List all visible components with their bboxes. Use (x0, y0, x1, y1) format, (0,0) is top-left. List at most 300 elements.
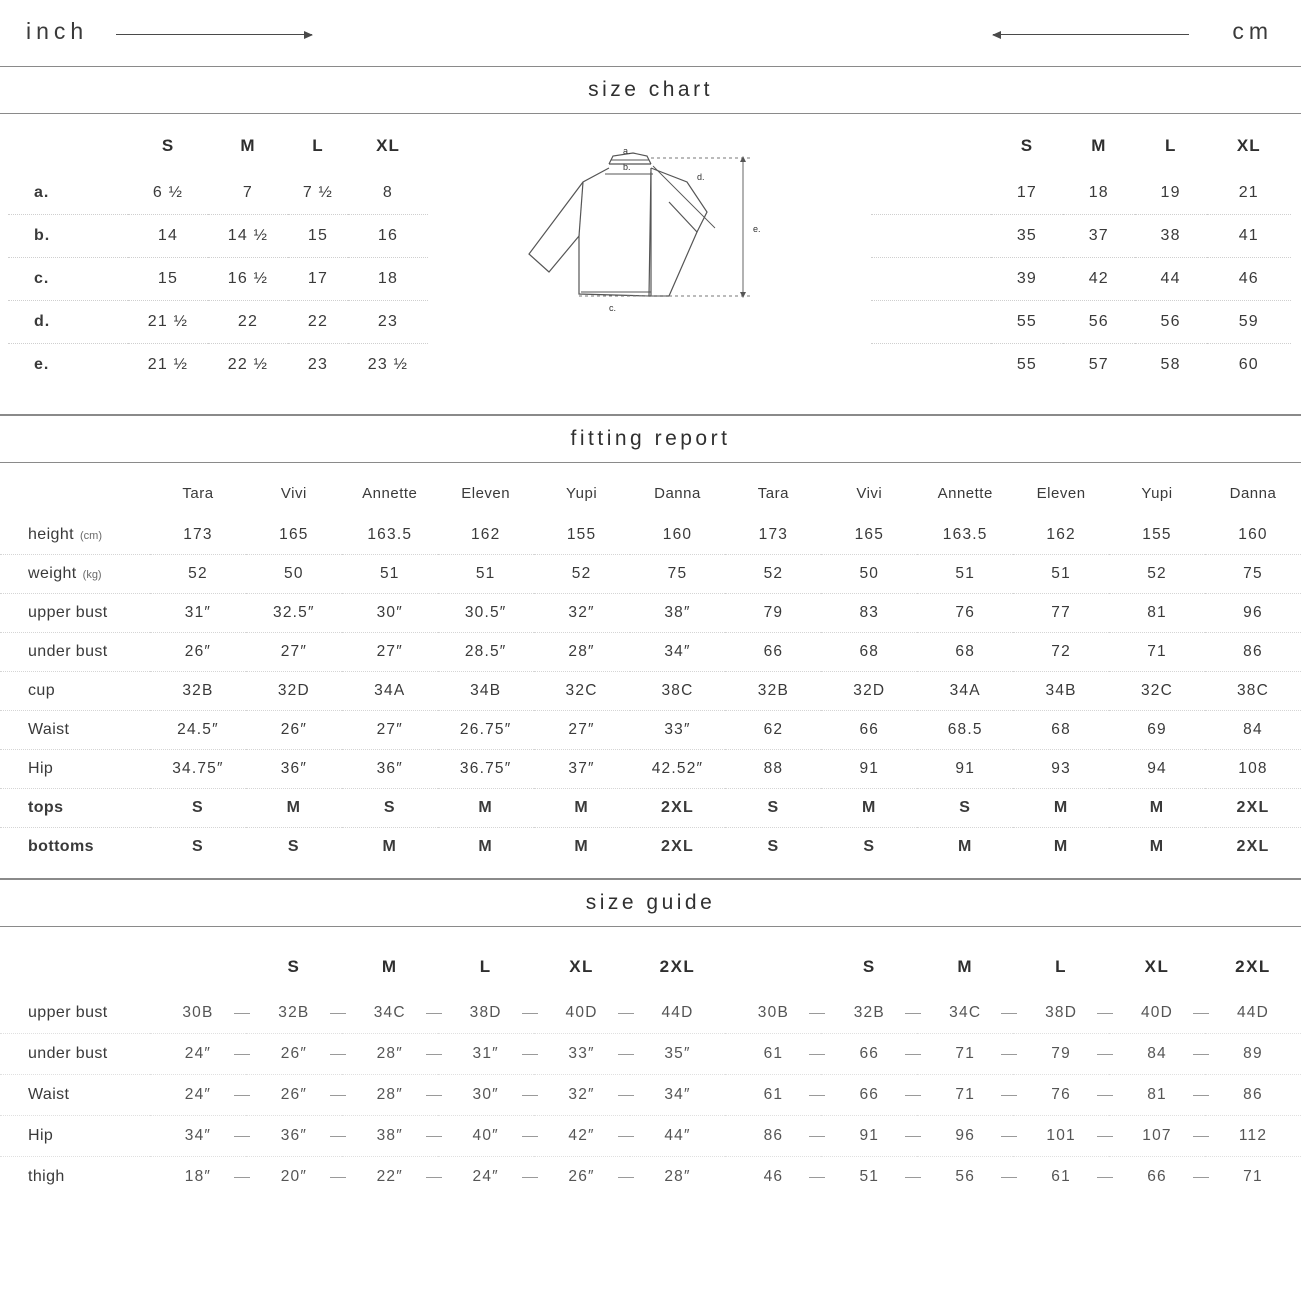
table-header-row (0, 927, 1301, 993)
cell: 86 (725, 1116, 821, 1157)
table-row (0, 1075, 1301, 1116)
diagram-label-b: b. (622, 162, 631, 172)
cell: 66 (725, 633, 821, 672)
cell: 36.75″ (438, 750, 534, 789)
cell: M (534, 789, 630, 828)
cell: 32D (821, 672, 917, 711)
cell: 81 (1109, 594, 1205, 633)
cell: 76 (917, 594, 1013, 633)
section-header-size-chart (0, 66, 1301, 114)
cell: 27″ (246, 633, 342, 672)
cell: 30″ (438, 1075, 534, 1116)
table-row (0, 594, 1301, 633)
row-label-text: Hip (28, 760, 54, 777)
cell: 21 ½ (128, 301, 208, 344)
cell: 34A (342, 672, 438, 711)
cell: 38D (438, 993, 534, 1034)
cell: 19 (1135, 172, 1207, 215)
cell: 27″ (342, 633, 438, 672)
cell: 71 (1109, 633, 1205, 672)
table-row (0, 828, 1301, 867)
size-chart-body (0, 114, 1301, 415)
cell: 165 (246, 516, 342, 555)
cell: S (863, 838, 876, 855)
table-row (8, 258, 428, 301)
corner-cell (8, 114, 128, 172)
table-row (8, 344, 428, 387)
table-header-row (0, 463, 1301, 516)
cell: 68 (917, 633, 1013, 672)
size-guide-table (0, 927, 1301, 1197)
cell: 18″ (150, 1157, 246, 1198)
unit-label-inch: inch (26, 18, 89, 44)
corner-cell (0, 463, 150, 516)
cell: 52 (534, 555, 630, 594)
cell: 31″ (438, 1034, 534, 1075)
cell: 22″ (342, 1157, 438, 1198)
cell: 55 (991, 301, 1063, 344)
cell: 16 ½ (208, 258, 288, 301)
row-label-d: d. (8, 301, 128, 344)
cell: 28″ (664, 1168, 691, 1185)
cell: 59 (1207, 301, 1291, 344)
cell: 34B (1013, 672, 1109, 711)
corner-cell (0, 927, 150, 993)
row-label-under-bust (0, 633, 150, 672)
cell: S (725, 789, 821, 828)
col-header-yupi-cm: Yupi (1141, 485, 1173, 502)
cell: 89 (1205, 1034, 1301, 1075)
cell: 66 (1109, 1157, 1205, 1198)
row-label-text: weight (28, 565, 77, 582)
cell: M (382, 838, 398, 855)
cell: 2XL (1236, 838, 1270, 855)
table-row (0, 516, 1301, 555)
cell: M (957, 838, 973, 855)
diagram-label-d: d. (696, 172, 705, 182)
cell: 14 ½ (208, 215, 288, 258)
guide-col-header-m-cm: M (957, 957, 974, 976)
fitting-report-table (0, 463, 1301, 866)
cell: 32D (246, 672, 342, 711)
cell: 155 (1109, 516, 1205, 555)
cell: 34″ (630, 1075, 726, 1116)
diagram-label-e: e. (752, 224, 761, 234)
row-label-waist (0, 711, 150, 750)
cell: S (917, 789, 1013, 828)
cell: 36″ (246, 1116, 342, 1157)
table-row (0, 672, 1301, 711)
cell: 60 (1238, 356, 1259, 373)
cell: 16 (348, 215, 428, 258)
col-header-l: L (1164, 136, 1177, 155)
cell: 38 (1135, 215, 1207, 258)
cell: 83 (821, 594, 917, 633)
col-header-m: M (1091, 136, 1107, 155)
cell: 91 (917, 750, 1013, 789)
cell: 93 (1013, 750, 1109, 789)
cell: 32C (534, 672, 630, 711)
cell: M (574, 838, 589, 855)
cell: 28″ (342, 1075, 438, 1116)
cell: 34B (438, 672, 534, 711)
garment-diagram (501, 136, 801, 376)
cell: 108 (1205, 750, 1301, 789)
row-label-text: Waist (28, 721, 70, 738)
col-header-m: M (240, 136, 256, 155)
cell: 7 ½ (288, 172, 348, 215)
cell: 163.5 (917, 516, 1013, 555)
cell: 96 (917, 1116, 1013, 1157)
cell: 44D (1205, 993, 1301, 1034)
cell: 26″ (246, 1075, 342, 1116)
cell: 30.5″ (438, 594, 534, 633)
cell: S (342, 789, 438, 828)
cell: 30B (150, 993, 246, 1034)
cell: 24″ (150, 1075, 246, 1116)
cell: 37 (1063, 215, 1135, 258)
cell: 112 (1205, 1116, 1301, 1157)
cell: 15 (128, 258, 208, 301)
cell: 28.5″ (438, 633, 534, 672)
cell: 26″ (150, 633, 246, 672)
row-label-text: upper bust (28, 604, 108, 621)
cell: 46 (1207, 258, 1291, 301)
row-label-e (871, 344, 991, 387)
row-label-cup (0, 672, 150, 711)
row-label-thigh: thigh (28, 1168, 65, 1185)
cell: 58 (1160, 356, 1181, 373)
col-header-annette-cm: Annette (937, 485, 993, 502)
cell: 38″ (630, 594, 726, 633)
cell: 22 ½ (227, 356, 269, 373)
cell: 2XL (661, 838, 694, 855)
cell: M (1053, 838, 1069, 855)
guide-col-header-l-cm: L (1055, 957, 1068, 976)
cell: 66 (821, 711, 917, 750)
cell: 57 (1088, 356, 1109, 373)
row-label-text: bottoms (28, 838, 94, 855)
cell: 52 (1109, 555, 1205, 594)
cell: 44D (630, 993, 726, 1034)
section-title-size-guide: size guide (585, 891, 716, 914)
col-header-tara-cm: Tara (757, 485, 789, 502)
cell: 41 (1207, 215, 1291, 258)
cell: 34″ (630, 633, 726, 672)
cell: 40D (1109, 993, 1205, 1034)
guide-col-header-xl-inch: XL (569, 957, 594, 976)
row-label-height (0, 516, 150, 555)
cell: 44″ (630, 1116, 726, 1157)
col-header-s: S (1020, 136, 1034, 155)
section-header-fitting-report (0, 415, 1301, 463)
row-label-unit: (cm) (80, 530, 102, 542)
cell: 68.5 (917, 711, 1013, 750)
row-label-a: a. (8, 172, 128, 215)
cell: 39 (991, 258, 1063, 301)
cell: 15 (288, 215, 348, 258)
cell: 62 (725, 711, 821, 750)
table-row (8, 301, 428, 344)
section-title-fitting-report: fitting report (570, 427, 731, 450)
cell: 24″ (438, 1157, 534, 1198)
unit-label-cm: cm (1232, 18, 1273, 44)
cell: M (438, 789, 534, 828)
cell: 56 (917, 1157, 1013, 1198)
cell: 68 (821, 633, 917, 672)
col-header-xl: XL (1236, 136, 1261, 155)
col-header-eleven-inch: Eleven (461, 485, 511, 502)
arrow-right-icon (116, 34, 312, 35)
size-chart-table-inch (8, 114, 428, 386)
cell: 23 (348, 301, 428, 344)
cell: 34C (342, 993, 438, 1034)
cell: 17 (288, 258, 348, 301)
cell: 75 (1205, 555, 1301, 594)
cell: 71 (917, 1075, 1013, 1116)
cell: 14 (128, 215, 208, 258)
cell: 38″ (342, 1116, 438, 1157)
guide-col-header-s-inch: S (287, 957, 301, 976)
guide-col-spacer (150, 927, 246, 993)
cell: 35 (991, 215, 1063, 258)
col-header-eleven-cm: Eleven (1036, 485, 1086, 502)
table-row (0, 993, 1301, 1034)
cell: 34C (917, 993, 1013, 1034)
row-label-hip (0, 750, 150, 789)
cell: 51 (1013, 555, 1109, 594)
cell: S (767, 838, 780, 855)
col-header-xl: XL (376, 136, 400, 155)
cell: 42.52″ (630, 750, 726, 789)
row-label-waist: Waist (0, 1075, 150, 1116)
cell: 163.5 (342, 516, 438, 555)
cell: 36″ (342, 750, 438, 789)
cell: 28″ (342, 1034, 438, 1075)
cell: 51 (821, 1157, 917, 1198)
row-label-c (871, 258, 991, 301)
cell: 81 (1109, 1075, 1205, 1116)
size-chart-table-cm (871, 114, 1291, 386)
guide-col-spacer-2 (725, 927, 821, 993)
guide-col-header-m-inch: M (381, 957, 398, 976)
cell: 32″ (534, 594, 630, 633)
cell: 17 (991, 172, 1063, 215)
table-row (8, 215, 428, 258)
cell: 34.75″ (150, 750, 246, 789)
corner-cell (871, 114, 991, 172)
cell: 26″ (246, 711, 342, 750)
table-header-row (871, 114, 1291, 172)
cell: 34″ (150, 1116, 246, 1157)
row-label-under-bust: under bust (0, 1034, 150, 1075)
cell: 56 (1063, 301, 1135, 344)
cell: 94 (1109, 750, 1205, 789)
cell: M (1013, 789, 1109, 828)
cell: 37″ (534, 750, 630, 789)
cell: 155 (534, 516, 630, 555)
row-label-b: b. (8, 215, 128, 258)
cell: 2XL (1205, 789, 1301, 828)
row-label-text: tops (28, 799, 64, 816)
cell: 76 (1013, 1075, 1109, 1116)
row-label-text: height (28, 526, 74, 543)
table-row (0, 555, 1301, 594)
col-header-danna-inch: Danna (654, 485, 701, 502)
cell: 84 (1205, 711, 1301, 750)
cell: 101 (1013, 1116, 1109, 1157)
cell: 32B (821, 993, 917, 1034)
cell: 21 (1207, 172, 1291, 215)
section-header-size-guide (0, 879, 1301, 927)
cell: 162 (1013, 516, 1109, 555)
table-row (871, 172, 1291, 215)
cell: 23 (307, 356, 329, 373)
cell: 32″ (534, 1075, 630, 1116)
cell: 36″ (246, 750, 342, 789)
cell: 28″ (534, 633, 630, 672)
cell: 22 (288, 301, 348, 344)
col-header-l: L (312, 136, 324, 155)
cell: 34A (917, 672, 1013, 711)
guide-col-header-s-cm: S (862, 957, 876, 976)
table-row (871, 344, 1291, 387)
cell: 66 (821, 1075, 917, 1116)
row-label-c: c. (8, 258, 128, 301)
guide-col-header-l-inch: L (479, 957, 492, 976)
table-header-row (8, 114, 428, 172)
arrow-left-icon (993, 34, 1189, 35)
cell: S (287, 838, 300, 855)
cell: 52 (150, 555, 246, 594)
col-header-annette-inch: Annette (362, 485, 418, 502)
cell: 51 (438, 555, 534, 594)
cell: 27″ (342, 711, 438, 750)
cell: 23 ½ (367, 356, 409, 373)
cell: 40″ (438, 1116, 534, 1157)
cell: 26″ (534, 1157, 630, 1198)
cell: 32.5″ (246, 594, 342, 633)
col-header-s: S (161, 136, 175, 155)
diagram-label-c: c. (608, 303, 616, 313)
row-label-bottoms (0, 828, 150, 867)
cell: 51 (342, 555, 438, 594)
cell: M (821, 789, 917, 828)
cell: 68 (1013, 711, 1109, 750)
cell: 61 (725, 1034, 821, 1075)
row-label-unit: (kg) (82, 569, 102, 581)
cell: 6 ½ (128, 172, 208, 215)
cell: 30B (725, 993, 821, 1034)
cell: 79 (1013, 1034, 1109, 1075)
cell: 44 (1135, 258, 1207, 301)
cell: 50 (246, 555, 342, 594)
cell: 50 (821, 555, 917, 594)
cell: 77 (1013, 594, 1109, 633)
table-row (0, 789, 1301, 828)
cell: 52 (725, 555, 821, 594)
cell: 86 (1205, 633, 1301, 672)
cell: 51 (917, 555, 1013, 594)
col-header-tara-inch: Tara (182, 485, 214, 502)
row-label-d (871, 301, 991, 344)
row-label-weight (0, 555, 150, 594)
cell: 91 (821, 750, 917, 789)
row-label-upper-bust: upper bust (0, 993, 150, 1034)
cell: 31″ (150, 594, 246, 633)
cell: 165 (821, 516, 917, 555)
cell: 160 (630, 516, 726, 555)
cell: 66 (821, 1034, 917, 1075)
cell: M (246, 789, 342, 828)
col-header-danna-cm: Danna (1229, 485, 1277, 502)
cell: 61 (1013, 1157, 1109, 1198)
cell: 46 (725, 1157, 821, 1198)
cell: 42″ (534, 1116, 630, 1157)
guide-col-header-2xl-inch: 2XL (659, 957, 696, 976)
cell: 26.75″ (438, 711, 534, 750)
cell: 56 (1135, 301, 1207, 344)
cell: 173 (725, 516, 821, 555)
table-row (871, 215, 1291, 258)
cell: 27″ (534, 711, 630, 750)
table-row (0, 711, 1301, 750)
row-label-text: cup (28, 682, 55, 699)
section-title-size-chart: size chart (588, 78, 713, 101)
size-guide-body (0, 927, 1301, 1207)
cell: 160 (1205, 516, 1301, 555)
table-row (0, 1157, 1301, 1198)
cell: 72 (1013, 633, 1109, 672)
cell: 18 (348, 258, 428, 301)
row-label-e: e. (34, 356, 50, 373)
cell: 32B (150, 672, 246, 711)
cell: M (1109, 789, 1205, 828)
row-label-upper-bust (0, 594, 150, 633)
row-label-b (871, 215, 991, 258)
cell: 33″ (534, 1034, 630, 1075)
cell: 162 (438, 516, 534, 555)
cell: 24.5″ (150, 711, 246, 750)
cell: 40D (534, 993, 630, 1034)
cell: 8 (348, 172, 428, 215)
cell: 38C (1205, 672, 1301, 711)
cell: 24″ (150, 1034, 246, 1075)
cell: 30″ (342, 594, 438, 633)
cell: 79 (725, 594, 821, 633)
table-row (0, 1116, 1301, 1157)
cell: 107 (1109, 1116, 1205, 1157)
cell: 18 (1063, 172, 1135, 215)
cell: 55 (1016, 356, 1038, 373)
row-label-tops (0, 789, 150, 828)
cell: 32C (1109, 672, 1205, 711)
col-header-vivi-inch: Vivi (280, 485, 307, 502)
cell: 35″ (630, 1034, 726, 1075)
cell: 20″ (246, 1157, 342, 1198)
cell: 32B (246, 993, 342, 1034)
table-row (871, 258, 1291, 301)
cell: 32B (725, 672, 821, 711)
guide-col-header-xl-cm: XL (1144, 957, 1170, 976)
cell: 33″ (630, 711, 726, 750)
cell: 84 (1109, 1034, 1205, 1075)
cell: 26″ (246, 1034, 342, 1075)
row-label-a (871, 172, 991, 215)
cell: 69 (1109, 711, 1205, 750)
cell: 88 (725, 750, 821, 789)
cell: 86 (1205, 1075, 1301, 1116)
